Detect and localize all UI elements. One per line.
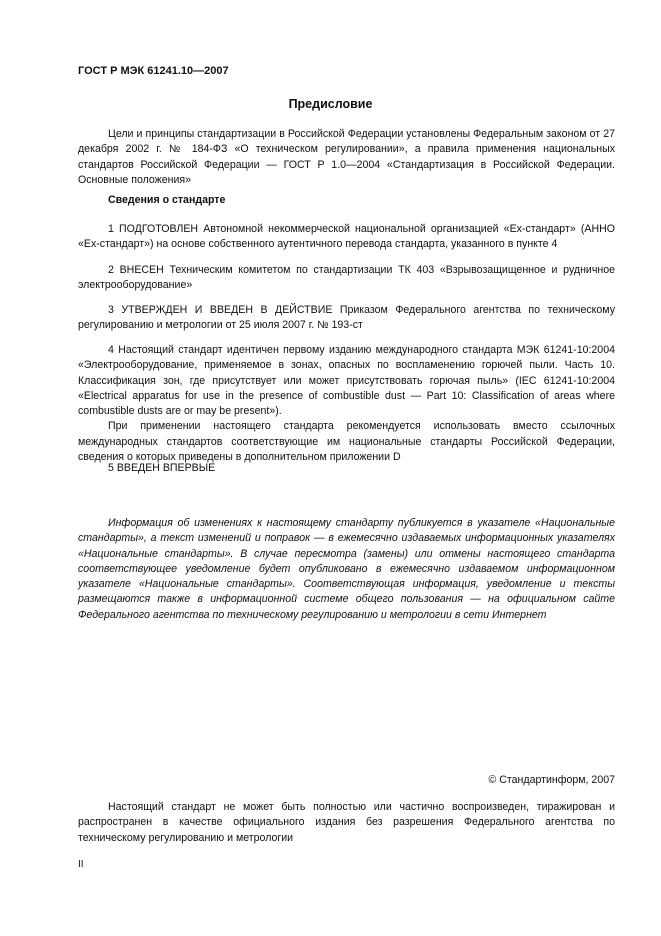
item-4-note: При применении настоящего стандарта рекомендуется использовать вместо ссылочных международных стандартов соответствующие им национальные стандарты Российской Федерации, сведения о которых приведены в дополнительном приложении D: [78, 420, 615, 464]
item-4-text: 4 Настоящий стандарт идентичен первому изданию международного стандарта МЭК 61241-10:2004 «Электрооборудование, применяемое в зонах, опасных по воспламенению горючей пыли. Часть 10. Классификация зон, где присутствует или может присутствовать горючая пыль» (IEC 61241-10:2004 «Electrical apparatus for use in the presence of combustible dust — Part 10: Classification of areas where combustible dusts are or may be present»).: [78, 344, 615, 418]
item-2-text: 2 ВНЕСЕН Техническим комитетом по стандартизации ТК 403 «Взрывозащищенное и рудничное электрооборудование»: [78, 264, 615, 292]
changes-notice-text: Информация об изменениях к настоящему стандарту публикуется в указателе «Национальные стандарты», а текст изменений и поправок — в ежемесячно издаваемых информационных указателях «Национальные стандарты». В случае пересмотра (замены) или отмены настоящего стандарта соответствующее уведомление будет опубликовано в ежемесячно издаваемом информационном указателе «Национальные стандарты». Соответствующая информация, уведомление и тексты размещаются также в информационной системе общего пользования — на официальном сайте Федерального агентства по техническому регулированию и метрологии в сети Интернет: [78, 517, 615, 621]
item-5: [78, 461, 615, 476]
page-number: II: [78, 859, 84, 870]
item-5-text: 5 ВВЕДЕН ВПЕРВЫЕ: [108, 462, 216, 474]
rights-paragraph: [78, 800, 615, 846]
changes-notice: [78, 516, 615, 623]
page-title: Предисловие: [288, 97, 373, 111]
intro-text: Цели и принципы стандартизации в Российской Федерации установлены Федеральным законом от 27 декабря 2002 г. № 184-ФЗ «О техническом регулировании», а правила применения национальных стандартов Российской Федерации — ГОСТ Р 1.0—2004 «Стандартизация в Российской Федерации. Основные положения»: [78, 128, 615, 186]
copyright-line: © Стандартинформ, 2007: [488, 774, 615, 786]
item-4: [78, 343, 615, 465]
item-3-text: 3 УТВЕРЖДЕН И ВВЕДЕН В ДЕЙСТВИЕ Приказом Федерального агентства по техническому регулированию и метрологии от 25 июля 2007 г. № 193-ст: [78, 304, 615, 332]
section-subtitle: Сведения о стандарте: [108, 194, 226, 206]
intro-paragraph: [78, 127, 615, 188]
item-1-text: 1 ПОДГОТОВЛЕН Автономной некоммерческой национальной организацией «Ех-стандарт» (АННО «Ех-стандарт») на основе собственного аутентичного перевода стандарта, указанного в пункте 4: [78, 223, 615, 251]
item-3: [78, 303, 615, 334]
item-1: [78, 222, 615, 253]
rights-text: Настоящий стандарт не может быть полностью или частично воспроизведен, тиражирован и распространен в качестве официального издания без разрешения Федерального агентства по техническому регулированию и метрологии: [78, 801, 615, 844]
item-2: [78, 263, 615, 294]
document-header: ГОСТ Р МЭК 61241.10—2007: [78, 65, 229, 77]
